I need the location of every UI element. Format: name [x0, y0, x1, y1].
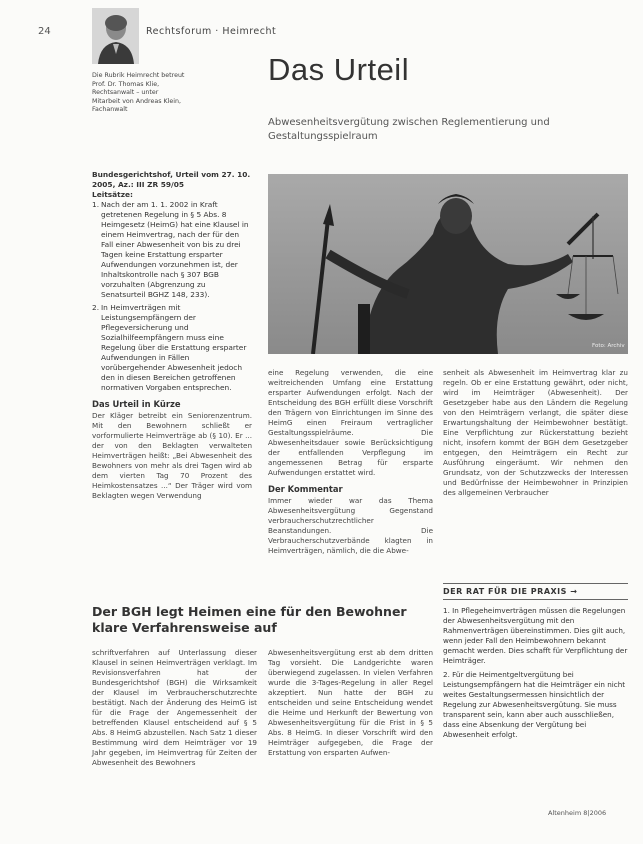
list-item: 2. In Heimverträgen mit Leistungsempfängern der Pflegeversicherung und Sozialhilfeempfängern muss eine Regelung über die Erstattung ersparter Aufwendungen in Fällen vorübergehender Abwesenheit jedoch den in diesen Bereichen getroffenen normativen Vorgaben entsprechen. [92, 303, 247, 392]
ruling-meta [92, 170, 252, 501]
statue-image [268, 174, 628, 354]
article-column-mid [268, 368, 433, 556]
portrait-image [92, 8, 139, 64]
article-column-bottom-mid [268, 648, 433, 758]
rubric-label: Rechtsforum · Heimrecht [146, 26, 277, 37]
article-paragraph: senheit als Abwesenheit im Heimvertrag klar zu regeln. Ob er eine Erstattung gewährt, oder nicht, wird im Heimträger (Abwesenheit). Der Gesetzgeber habe aus den Ländern die Regelung von den Heimträgern verlangt, die später diese Erwartungshaltung der Heimbewohner bestätigt. Eine Verpflichtung zur Rückerstattung bezieht nicht, insofern kommt der BGH dem Gesetzgeber entgegen, den Heimträgern ein Recht zur Ausführung eingeräumt. Wir nehmen den Grundsatz, von der Schutzzwecks der Interessen und Bedürfnisse der Heimbewohner in Prinzipien des allgemeinen Verbraucher [443, 368, 628, 497]
article-headline: Der BGH legt Heimen eine für den Bewohner klare Verfahrensweise auf [92, 604, 407, 635]
section-text-kurz: Der Kläger betreibt ein Seniorenzentrum. Mit den Bewohnern schließt er vorformulierte Heimverträge ab (§ 10). Er ... der von den Beklagten verwalteten Heimverträgen heißt: „Bei Abwesenheit des Bewohners von mehr als drei Tagen wird ab dem vierten Tag 70 Prozent des Heimkostensatzes ...“ Der Träger wird vom Beklagten wegen Verwendung [92, 411, 252, 500]
article-paragraph: Immer wieder war das Thema Abwesenheitsvergütung Gegenstand verbraucherschutzrechtlicher Beanstandungen. Die Verbraucherschutzverbände klagten in Heimverträgen, nämlich, die die Abwe- [268, 496, 433, 555]
leitsaetze-list [92, 200, 252, 393]
list-item: 1. In Pflegeheimverträgen müssen die Regelungen der Abwesenheitsvergütung mit den Rahmenverträgen übereinstimmen. Dies gilt auch, wenn jeder Fall den Heimbewohnern bekannt gemacht werden. Dies schafft für Verpflichtung der Heimträger. [443, 606, 628, 665]
author-portrait [92, 8, 139, 64]
author-caption: Die Rubrik Heimrecht betreut Prof. Dr. Thomas Klie, Rechtsanwalt – unter Mitarbeit von Andreas Klein, Fachanwalt [92, 72, 185, 114]
article-paragraph: Abwesenheitsvergütung erst ab dem dritten Tag vorsieht. Die Landgerichte waren überwiegend zugelassen. In vielen Verfahren wurde die 3-Tages-Regelung in aller Regel akzeptiert. Nun hatte der BGH zu entscheiden und seine Entscheidung wendet die Heime und Herkunft der Bewertung von Abwesenheitsvergütung für die Frist in § 5 Abs. 8 HeimG. In dieser Vorschrift wird den Heimträger aufgegeben, die Frage der Erstattung von ersparten Aufwen- [268, 648, 433, 757]
page-subtitle: Abwesenheitsvergütung zwischen Reglementierung und Gestaltungsspielraum [268, 117, 550, 142]
photo-credit: Foto: Archiv [592, 343, 625, 349]
justitia-photo [268, 174, 628, 354]
article-paragraph: schriftverfahren auf Unterlassung dieser Klausel in seinen Heimverträgen verklagt. Im Revisionsverfahren hat der Bundesgerichtshof (BGH) die Wirksamkeit der Klausel im Verbraucherschutzrechte bestätigt. Nach der Änderung des HeimG ist für die Frage der Angemessenheit der betreffenden Klausel entscheidend auf § 5 Abs. 8 HeimG abzustellen. Nach Satz 1 dieser Bestimmung wird dem Heimträger vor 19 Jahr gegeben, im Heimvertrag für Zeiten der Abwesenheit des Bewohners [92, 648, 257, 767]
article-column-bottom-left [92, 648, 257, 768]
page-title: Das Urteil [268, 52, 410, 87]
rat-box [443, 606, 628, 744]
page-number: 24 [38, 26, 51, 37]
list-item: 1. Nach der am 1. 1. 2002 in Kraft getretenen Regelung in § 5 Abs. 8 Heimgesetz (HeimG) hat eine Klausel in einem Heimvertrag, nach der für den Fall einer Abwesenheit von bis zu drei Tagen keine Erstattung ersparter Aufwendungen vorzunehmen ist, der Inhaltskontrolle nach § 307 BGB vorzuhalten (Abgrenzung zu Senatsurteil BGHZ 148, 233). [92, 200, 249, 299]
section-title-kurz: Das Urteil in Kürze [92, 399, 181, 409]
section-title-kommentar: Der Kommentar [268, 484, 343, 494]
rat-list [443, 606, 628, 740]
page-footer: Altenheim 8|2006 [548, 809, 607, 817]
leitsaetze-label: Leitsätze: [92, 190, 133, 199]
list-item: 2. Für die Heimentgeltvergütung bei Leistungsempfängern hat die Heimträger ein nicht weites Gestaltungsermessen hinsichtlich der Regelung zur Abwesenheitsvergütung. Sie muss transparent sein, kann aber auch ausschließen, dass eine Absenkung der Vergütung bei Abwesenheit erfolgt. [443, 670, 626, 739]
court-reference: Bundesgerichtshof, Urteil vom 27. 10. 2005, Az.: III ZR 59/05 [92, 170, 251, 189]
rat-heading: DER RAT FÜR DIE PRAXIS → [443, 583, 628, 600]
article-column-right [443, 368, 628, 498]
article-paragraph: eine Regelung verwenden, die eine weitreichenden Umfang eine Erstattung ersparter Aufwendungen erfolgt. Nach der Entscheidung des BGH erfüllt diese Vorschrift den Trägern von Einrichtungen im Sinne des HeimG einen Freiraum vertraglicher Gestaltungsspielräume. Die Abwesenheitsdauer sowie Berücksichtigung der entfallenden Verpflegung im angemessenen Betrag für ersparte Aufwendungen erstattet wird. [268, 368, 433, 477]
